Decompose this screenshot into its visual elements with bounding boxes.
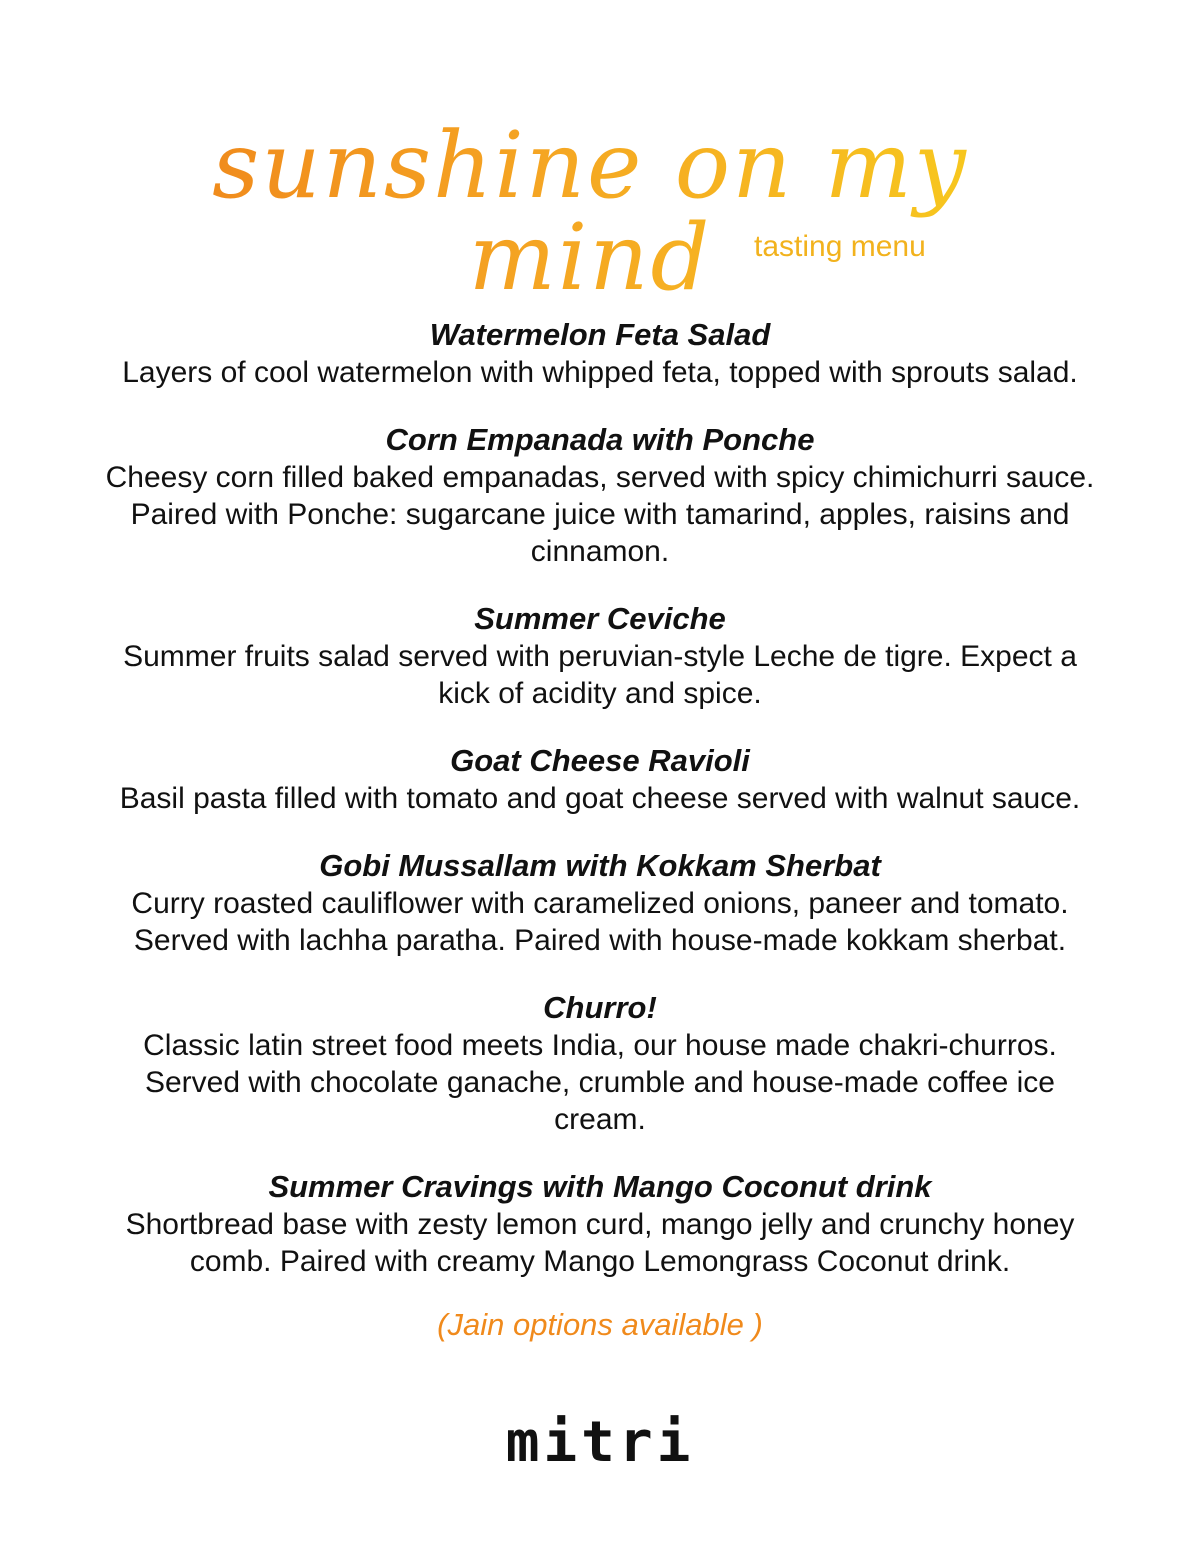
brand-logo <box>0 1410 1200 1475</box>
menu-item <box>60 1168 1140 1280</box>
menu-item <box>60 600 1140 712</box>
menu-item <box>60 847 1140 959</box>
brand-logo-text: mitri <box>505 1410 695 1475</box>
dish-description: Cheesy corn filled baked empanadas, served with spicy chimichurri sauce. Paired with Ponche: sugarcane juice with tamarind, apples, raisins and cinnamon. <box>105 461 1095 568</box>
dish-name: Gobi Mussallam with Kokkam Sherbat <box>319 848 881 883</box>
dish-description: Layers of cool watermelon with whipped feta, topped with sprouts salad. <box>122 356 1078 389</box>
menu-title: sunshine on my mind <box>190 120 990 304</box>
dish-name: Summer Cravings with Mango Coconut drink <box>268 1169 932 1204</box>
menu-item <box>60 989 1140 1138</box>
menu-list <box>60 316 1140 1373</box>
menu-item <box>60 742 1140 817</box>
dish-name: Watermelon Feta Salad <box>429 317 771 352</box>
dish-description: Basil pasta filled with tomato and goat cheese served with walnut sauce. <box>119 782 1081 815</box>
dish-name: Churro! <box>543 990 657 1025</box>
dish-name: Corn Empanada with Ponche <box>385 422 815 457</box>
menu-header <box>0 80 1200 311</box>
jain-note <box>60 1306 1140 1343</box>
dish-description: Summer fruits salad served with peruvian-style Leche de tigre. Expect a kick of acidity and spice. <box>123 640 1077 710</box>
dish-description: Classic latin street food meets India, our house made chakri-churros. Served with chocolate ganache, crumble and house-made coffee ice cream. <box>143 1029 1057 1136</box>
dish-description: Curry roasted cauliflower with caramelized onions, paneer and tomato. Served with lachha paratha. Paired with house-made kokkam sherbat. <box>131 887 1069 957</box>
dish-name: Goat Cheese Ravioli <box>450 743 750 778</box>
jain-note-text: (Jain options available ) <box>437 1307 763 1342</box>
dish-name: Summer Ceviche <box>474 601 726 636</box>
menu-subtitle: tasting menu <box>754 230 926 263</box>
dish-description: Shortbread base with zesty lemon curd, mango jelly and crunchy honey comb. Paired with creamy Mango Lemongrass Coconut drink. <box>125 1208 1075 1278</box>
menu-item <box>60 316 1140 391</box>
menu-item <box>60 421 1140 570</box>
